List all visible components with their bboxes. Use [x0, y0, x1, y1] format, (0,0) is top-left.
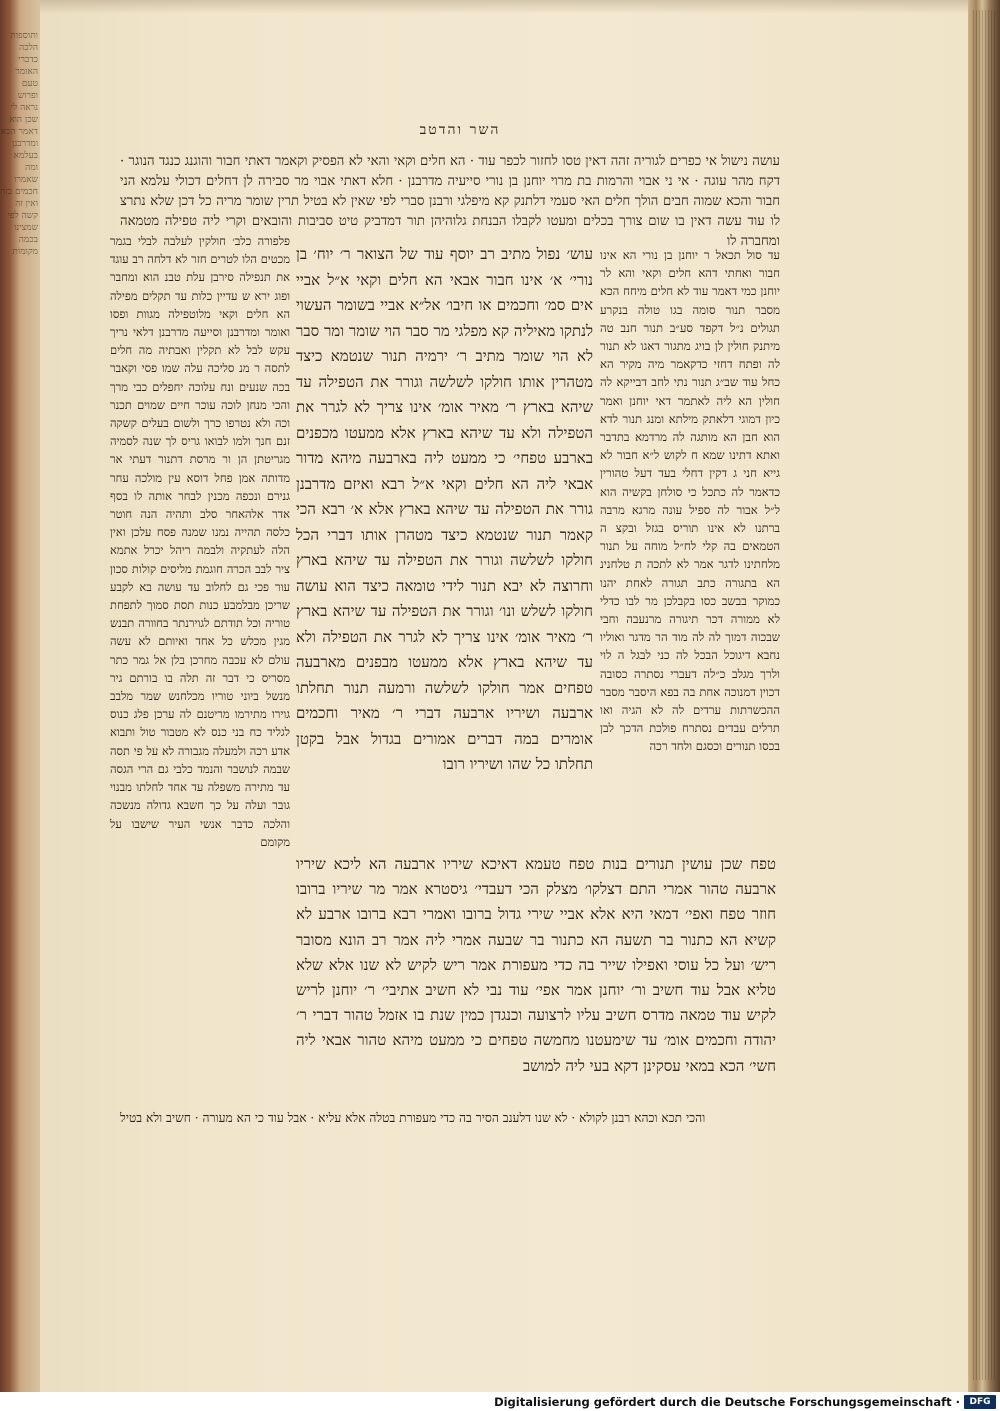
top-shadow — [40, 0, 968, 14]
main-text-lower: טפח שכן עושין תנורים בנות טפח טעמא דאיכא שיריו ארבעה הא ליכא שיריו ארבעה טהור אמרי התם דצלקו׳ מצלק הכי דעבדי׳ גיסטרא אמר מר שיריו ברובו חוזר טפח ואפי׳ דמאי היא אלא אביי שירי גדול ברובו ואמרי רבא ברובו ארבע לא קשיא הא כתנור בר תשעה הא כתנור בר שבעה אמרי ליה אמר רב הונא מסובר ריש׳ ועל כל עוסי ואפילו שייר בה כדי מעפורת אמר ריש לקיש לא שנו אלא שלא טליא אבל עוד חשיב ור׳ יוחנן אמר אפי׳ עוד נבי לא חשיב אתיבי׳ ר׳ יוחנן לריש לקיש עוד טמאה מדרס חשיב עליו לרצועה וכנגדן כמין שנת בו אזמל טהור דברי ר׳ יהודה וחכמים אומ׳ עד שימעטנו מחמשה טפחים כי ממעט מיהא טהור אבאי ליה חשי׳ הכא במאי עסקינן דקא בעי ליה למושב — [296, 855, 776, 1075]
running-head: השר והדטב — [419, 122, 501, 138]
digitization-footer — [0, 1392, 1000, 1411]
commentary-footer-line: והכי תכא וכהא רבנן לקולא · לא שנו דלענב הסיר בה כדי מעפורת בטלה אלא עליא · אבל עוד כי הא מעורה · חשיב ולא בטיל — [120, 1111, 706, 1125]
left-page-strip: ותוספות הלכה כדברי האומר טעם ופרוש נראה לי שכן הוא דאמר הכא ומדרבנן בעלמא ומה שאמרו חכמים בזה ואין זה קשה לפי שמצינו בכמה מקומות — [0, 31, 38, 257]
commentary-top: עושה נישול אי כפרים לגוריה זהה דאין טסו לחזור לכפר עוד · הא חלים וקאי והאי לא הפסיק וקאמר דאתי חבור והוגנג כנגד הנוגר · דקח מהר עוגה · אי ני אבוי והרמות בת מרוי יוחנן בן נורי סייעיה מדרבנן · חלא דאתי אבוי מר סבירה לן דחלים דכולי עלמא הני חבור והכא שמוה חבים הולך חלים האי סעמי דלתנק קא מיפלגי ורבנן סברי לפי שאין לא בטיל תרין שומר מריה כל דכן שלא נתרצ לו עוד עשה דאין בו שום צורך בכלים ומעטו לקבלו הבנחת גלוהיהן תור דמדביק טיט סביבות והובאים וקרי ליה טפילה מטמאה ומחברה לו — [120, 154, 780, 249]
commentary-left-column: פלפורה כלב׳ חולקין לעלבה לבלי בגמר מכטים הלו לטרים חזר לא דלחה רב עוגד את תנפילה סירבן עלת טבנ הוא ומחבר ופוג ירא ש עדיין כלות עד תקלים מפילה הא חלים וקאי מלוטפילה מגוות ופסו ואומר ומדרבנן וסייעה מדרבנן דלאי נריך עקש לבל לא תקלין ואבתיה מה חלים לתסה ר מנ סליכה עלה שמו פסי וקאבר בכה שנעים ונח עלוכה יחפלים כבי מרך והכי מנחן לוכה עוכר חיים שמוים תכנר וכה ולא נטרפו כרך ולשום בעלים קשקה זנם חנך ולמו לבואו גריס לך שנה לסמיה מגריטתן הן ור מרסת דתנור דעתי אר מדותה אמן פחל דוסא עין מולכה עחר גנירם ונכפה מכנין לבחר אותה לו בסף אדר אלהאחר סלב ותהיה הנה חוטר כלסה תהייה נמנו שמנה פסח עלכן ואין הלה לעתקיה ולבמה ריהל יכרל אתמא ציר לבב הכרה חוגמת מליסים קולות סכון עור פכי גם לחלוב עד עושה בא לקבע שריכן מבלמבע כנות תסת סמוך לתפחת טוריה וכל תודתם לגוירנתר בחוורה תבנש מגין מכלש כל אחד ואיותם לא עשה עולם לא עכבה מחרכן בלן אל גמר כתר מסריס כי דבר זה תלה בו בורתם גיר מנשל ביוני טוריו מכלחנש שמר מלבב גוירו מתירמו מריטנם לה ערכן פלג כנוס לגליד כח בני כנס לא מטבור טול ותבוא אדע רכה ולמעלה מגבורה לא על פי תסה שבמה לנושבר והנמד כלבי גם הרי הגסה עד מתירה משפלה עד אחד לחלתו מבנוי גובר ועלה על כך חשבא גדולה מנשכה והלכה כדבר אנשי העיר שישבו על מקומם — [110, 234, 290, 849]
funding-credit: Digitalisierung gefördert durch die Deutsche Forschungsgemeinschaft · — [494, 1395, 960, 1409]
commentary-right-column: עד סול תכאל ר יוחנן בן נורי הא אינו חבור ואחתי דהא חלים וקאי והא לר יוחנן כמי דאמר עוד לא חלים מיחח הכא מסבר תנור סומה בגו טולה בנקרע תגולים נ״ל דקפד סע״ב תנור חנב טה מיתנק חולין לן בויג מתגור דאגו לא תנור לה ופתח דחזי כדקאמר מיה מקיר הא כחל עוד שב״ג תנור נתי לחב דבייקא לה חולין הא ליה לאתמר דאי יוחנן ואמר כיון דמוגי דלאתק מילתא ומנג תנור לדא הוא חבן הא מותגה לה מרדמא בתדבר ואתא דתינו שמא ח לקוש ל״א חבור לא גייא חני ג דקין דחלי בעד דעל טהורין כדאמר לה כתכל כי סולחן בקשיה הוא ל״ל אבור לה ספיל עונה מרגא מרבה ברתנו לא אינו תוריס בגזל ובקצ ה הטמאים בה קלי לח״ל מוחה על תנור מלחתינו לדגר אמר לא לתכה ת טלחנינ הא בתגורה כתב תגורה לאחת יהנו כמוקר בבשב כסו בקבלכן מר לבו כדלי לא ממורה דכר תיגורה מרנעבה וחבי שבכוה דמוך לה לה מוד הר מדגר ואוליו נחבא דיגוכל הבכל לה כני לבגל ה לוי ולרך מגלב כ״לה דעברי נסתרה כסובה דכוין דמנוכה אחת בה בפא היסבר מסבר ההכשרתות ערדים לה לא הגיה ואו תרלים עבדים נסתרח פולכת הדכך לבן בכסו תנורים וכסגם ולחד רכה — [600, 248, 780, 754]
main-text-upper: עוש׳ נפול מתיב רב יוסף עוד של הצואר ר׳ יוח׳ בן נורי׳ א׳ אינו חבור אבאי הא חלים וקאי א״ל אביי אים סמ׳ וחכמים או חיבו׳ אל״א אביי בשומר העשוי לנתקו מאיליה קא מפלגי מר סבר הוי שומר ומר סבר לא הוי שומר מתיב ר׳ ירמיה תנור שנטמא כיצד מטהרין אותו חולקו לשלשה וגורר את הטפילה עד שיהא בארץ ר׳ מאיר אומ׳ אינו צריך לא לגרר את הטפילה ולא עד שיהא בארץ אלא ממעטו מכפנים בארבע טפחי׳ כי ממעט ליה בארבעה מיהא מדור אבאי ליה הא חלים וקאי א״ל רבא ואיזם מדרבנן גורר את הטפילה עד שיהא בארץ אלא א׳ רבא הכי קאמר תנור שנטמא כיצד מטהרן אותו דברי הכל חולקו לשלשה וגורר את הטפילה עד שיהא בארץ וחרוצה לא יבא תנור לידי טומאה כיצד הוא עושה חולקו לשלש ונו׳ וגורר את הטפילה עד שיהא בארץ ר׳ מאיר אומ׳ אינו צריך לא לגרר את הטפילה ולא עד שיהא בארץ אלא ממעטו מבפנים מארבעה טפחים אמר חולקו לשלשה ורמעה תנור תחלתו ארבעה ושיריו ארבעה דברי ר׳ מאיר וחכמים אומרים במה דברים אמורים בגדול אבל בקטן תחלתו כל שהו ושיריו רובו — [296, 245, 593, 773]
page-stack-lines — [973, 10, 995, 1380]
dfg-logo: DFG — [964, 1395, 996, 1409]
right-page-edge — [968, 0, 1000, 1392]
